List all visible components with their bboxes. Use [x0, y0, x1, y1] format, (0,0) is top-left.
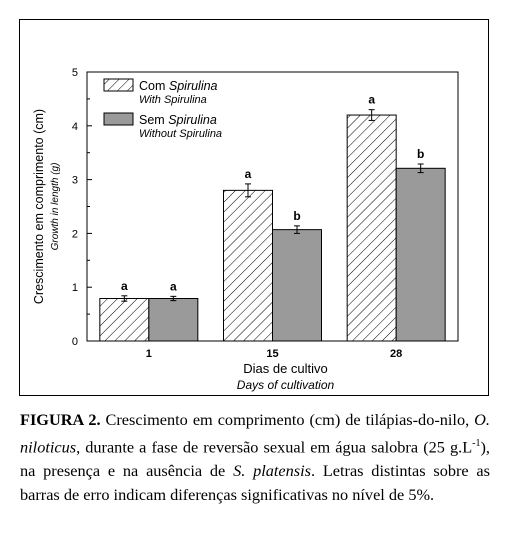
legend-label: Sem Spirulina	[139, 113, 217, 127]
x-tick-label: 15	[266, 348, 279, 360]
caption-superscript: -1	[472, 438, 481, 449]
bar	[224, 190, 273, 341]
significance-letter: b	[416, 146, 425, 161]
y-tick-label: 0	[71, 336, 78, 348]
significance-letter: b	[293, 208, 301, 223]
caption-label: FIGURA 2.	[20, 410, 101, 429]
y-tick-label: 5	[71, 67, 78, 79]
significance-letter: a	[368, 92, 376, 107]
significance-letter: a	[244, 166, 252, 181]
significance-letter: a	[120, 278, 128, 293]
figure-caption	[20, 408, 490, 507]
y-axis-label: Crescimento em comprimento (cm)	[32, 108, 46, 305]
y-tick-label: 4	[71, 120, 78, 133]
bar	[396, 168, 445, 341]
legend-label: Com Spirulina	[139, 79, 218, 93]
bar	[273, 230, 322, 341]
caption-text-4: . Letras distintas sobre as barras de erro indicam diferenças significativas no nível de 5%.	[20, 461, 490, 505]
x-tick-label: 28	[390, 348, 403, 360]
bar	[347, 115, 396, 341]
y-tick-label: 3	[71, 174, 78, 187]
x-tick-label: 1	[145, 348, 152, 360]
y-tick-label: 2	[71, 228, 78, 241]
bar	[100, 298, 149, 341]
caption-text-1: Crescimento em comprimento (cm) de tilápias-do-nilo,	[100, 410, 475, 429]
legend-label-en: With Spirulina	[139, 94, 207, 106]
legend-swatch	[104, 113, 133, 125]
y-tick-label: 1	[71, 282, 78, 295]
caption-text-2: , durante a fase de reversão sexual em água salobra (25 g.L	[76, 437, 473, 457]
caption-species-2: S. platensis	[233, 461, 311, 481]
caption-species: O. niloticus	[20, 410, 490, 457]
legend-label-en: Without Spirulina	[139, 128, 223, 140]
y-axis-label-en: Growth in length (g)	[50, 162, 61, 251]
bar	[149, 298, 198, 341]
legend-swatch	[104, 79, 133, 91]
caption-text-3: ), na presença e na ausência de	[20, 437, 490, 481]
x-axis-label: Dias de cultivo	[243, 361, 328, 376]
legend	[104, 79, 222, 140]
x-axis-label-en: Days of cultivation	[236, 378, 335, 392]
significance-letter: a	[169, 279, 177, 294]
